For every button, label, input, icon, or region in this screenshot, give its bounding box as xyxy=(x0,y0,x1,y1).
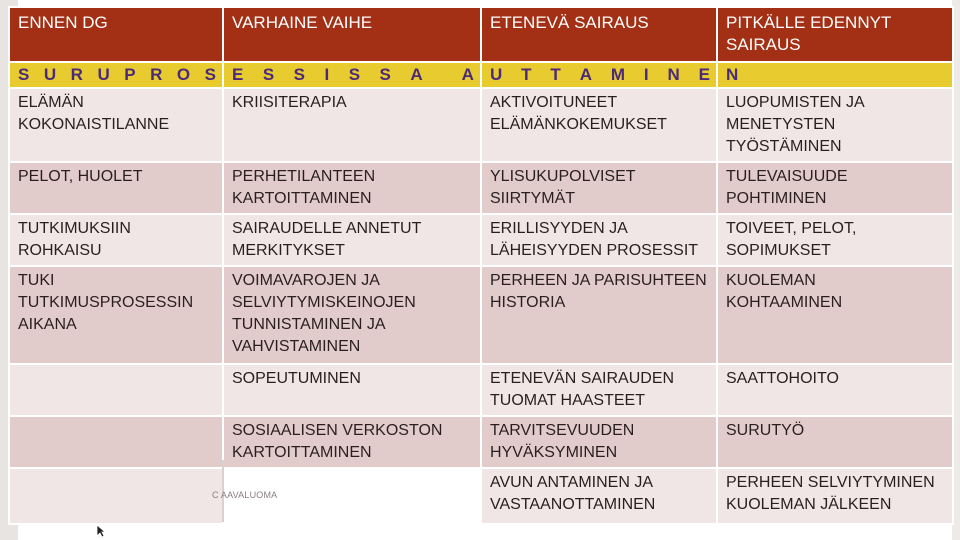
cell-text-line: ROHKAISU xyxy=(18,242,102,259)
cell-text-line: ELÄMÄN xyxy=(18,94,84,111)
table-cell-network-col4 xyxy=(717,416,953,468)
table-cell-help-col1 xyxy=(9,468,223,524)
process-letter: T xyxy=(550,65,561,84)
cell-text-line: KARTOITTAMINEN xyxy=(232,190,372,207)
table-row xyxy=(9,88,953,162)
header-advanced-disease: PITKÄLLE EDENNYT SAIRAUS xyxy=(717,7,953,62)
cell-text-line: TUOMAT HAASTEET xyxy=(490,392,645,409)
cell-text-line: KOHTAAMINEN xyxy=(726,294,843,311)
process-letter: I xyxy=(643,65,649,84)
cell-text-line: TOIVEET, PELOT, xyxy=(726,220,857,237)
table-cell-support-col1 xyxy=(9,266,223,364)
table-cell-life-situation-col1 xyxy=(9,88,223,162)
cell-text-line: SURUTYÖ xyxy=(726,422,805,439)
table-cell-support-col2 xyxy=(223,266,481,364)
cell-text-line: PERHEEN JA PARISUHTEEN xyxy=(490,272,707,289)
cell-text-line: VAHVISTAMINEN xyxy=(232,338,361,355)
process-letter: N xyxy=(726,65,739,84)
cell-text-line: MERKITYKSET xyxy=(232,242,345,259)
table-row xyxy=(9,468,953,524)
cell-text-line: VASTAANOTTAMINEN xyxy=(490,496,656,513)
cell-text-line: SIIRTYMÄT xyxy=(490,190,576,207)
table-cell-help-col3 xyxy=(481,468,717,524)
process-letter: R xyxy=(150,65,163,84)
process-letter: U xyxy=(43,65,57,84)
table-cell-support-col3 xyxy=(481,266,717,364)
cell-text-line: HISTORIA xyxy=(490,294,566,311)
process-row xyxy=(9,62,953,88)
table-cell-life-situation-col2 xyxy=(223,88,481,162)
cell-text-line: KARTOITTAMINEN xyxy=(232,444,372,461)
process-letter: S xyxy=(293,65,305,84)
cell-text-line: TUNNISTAMINEN JA xyxy=(232,316,386,333)
header-progressive-disease: ETENEVÄ SAIRAUS xyxy=(481,7,717,62)
cell-text-line: TUTKIMUSPROSESSIN xyxy=(18,294,194,311)
cell-text-line: MENETYSTEN xyxy=(726,116,836,133)
cell-text-line: ETENEVÄN SAIRAUDEN xyxy=(490,370,675,387)
table-cell-help-col4 xyxy=(717,468,953,524)
cell-text-line: KUOLEMAN xyxy=(726,272,816,289)
cell-text-line: SELVIYTYMISKEINOJEN xyxy=(232,294,416,311)
process-cell-3 xyxy=(481,62,717,88)
disease-phase-table xyxy=(8,6,954,525)
cell-text-line: TUTKIMUKSIIN xyxy=(18,220,131,237)
process-letter: A xyxy=(461,65,474,84)
cell-text-line: AVUN ANTAMINEN JA xyxy=(490,474,653,491)
table-cell-fears-col3 xyxy=(481,162,717,214)
process-letter: S xyxy=(18,65,30,84)
cell-text-line: LÄHEISYYDEN PROSESSIT xyxy=(490,242,699,259)
table-cell-support-col4 xyxy=(717,266,953,364)
cell-text-line: ERILLISYYDEN JA xyxy=(490,220,628,237)
process-letter: S xyxy=(348,65,361,84)
cell-text-line: YLISUKUPOLVISET xyxy=(490,168,636,185)
process-cell-1 xyxy=(9,62,223,88)
process-letter: S xyxy=(262,65,275,84)
table-cell-fears-col4 xyxy=(717,162,953,214)
process-letter: U xyxy=(490,65,503,84)
process-letter: R xyxy=(70,65,83,84)
table-cell-network-col3 xyxy=(481,416,717,468)
cell-text-line: SOPIMUKSET xyxy=(726,242,831,259)
process-cell-4 xyxy=(717,62,953,88)
table-row xyxy=(9,364,953,416)
cell-text-line: AIKANA xyxy=(18,316,77,333)
table-cell-adaptation-col3 xyxy=(481,364,717,416)
header-early-phase: VARHAINE VAIHE xyxy=(223,7,481,62)
cell-text-line: KRIISITERAPIA xyxy=(232,94,347,111)
cell-text-line: PERHETILANTEEN xyxy=(232,168,376,185)
cell-text-line: POHTIMINEN xyxy=(726,190,827,207)
cell-text-line: SAATTOHOITO xyxy=(726,370,839,387)
process-letter: E xyxy=(698,65,710,84)
process-letter: U xyxy=(97,65,110,84)
header-before-dg: ENNEN DG xyxy=(9,7,223,62)
table-row xyxy=(9,162,953,214)
table-cell-network-col1 xyxy=(9,416,223,468)
table-cell-adaptation-col4 xyxy=(717,364,953,416)
cell-text-line: PELOT, HUOLET xyxy=(18,168,143,185)
copyright-text: C AAVALUOMA xyxy=(212,490,278,500)
cell-text-line: TARVITSEVUUDEN xyxy=(490,422,635,439)
table-cell-research-col1 xyxy=(9,214,223,266)
process-letter: S xyxy=(204,65,216,84)
process-letter: N xyxy=(667,65,680,84)
process-letter: M xyxy=(610,65,626,84)
process-letter: A xyxy=(579,65,592,84)
cell-text-line: AKTIVOITUNEET xyxy=(490,94,618,111)
process-letter: S xyxy=(379,65,391,84)
table-cell-life-situation-col3 xyxy=(481,88,717,162)
table-cell-network-col2 xyxy=(223,416,481,468)
cell-text-line: TULEVAISUUDE xyxy=(726,168,848,185)
table-cell-research-col3 xyxy=(481,214,717,266)
process-letter: E xyxy=(232,65,244,84)
cell-text-line: LUOPUMISTEN JA xyxy=(726,94,865,111)
cell-text-line: KOKONAISTILANNE xyxy=(18,116,170,133)
cell-text-line: SOSIAALISEN VERKOSTON xyxy=(232,422,443,439)
table-cell-adaptation-col2 xyxy=(223,364,481,416)
cell-text-line: SAIRAUDELLE ANNETUT xyxy=(232,220,422,237)
table-cell-research-col4 xyxy=(717,214,953,266)
table-cell-fears-col1 xyxy=(9,162,223,214)
table-cell-research-col2 xyxy=(223,214,481,266)
process-letter: P xyxy=(124,65,136,84)
process-cell-2 xyxy=(223,62,481,88)
table-cell-adaptation-col1 xyxy=(9,364,223,416)
process-letter: I xyxy=(324,65,330,84)
table-row xyxy=(9,266,953,364)
cell-text-line: ELÄMÄNKOKEMUKSET xyxy=(490,116,667,133)
cell-text-line: PERHEEN SELVIYTYMINEN xyxy=(726,474,935,491)
cell-text-line: TYÖSTÄMINEN xyxy=(726,138,842,155)
table-row xyxy=(9,214,953,266)
cell-text-line: SOPEUTUMINEN xyxy=(232,370,361,387)
table-row xyxy=(9,416,953,468)
process-letter: A xyxy=(410,65,423,84)
cell-text-line: HYVÄKSYMINEN xyxy=(490,444,618,461)
table-cell-fears-col2 xyxy=(223,162,481,214)
cell-text-line: KUOLEMAN JÄLKEEN xyxy=(726,496,892,513)
cell-text-line: VOIMAVAROJEN JA xyxy=(232,272,380,289)
table-cell-life-situation-col4 xyxy=(717,88,953,162)
header-row xyxy=(9,7,953,62)
cell-text-line: TUKI xyxy=(18,272,55,289)
process-letter: O xyxy=(176,65,191,84)
process-letter: T xyxy=(521,65,532,84)
cursor-icon xyxy=(96,524,106,538)
